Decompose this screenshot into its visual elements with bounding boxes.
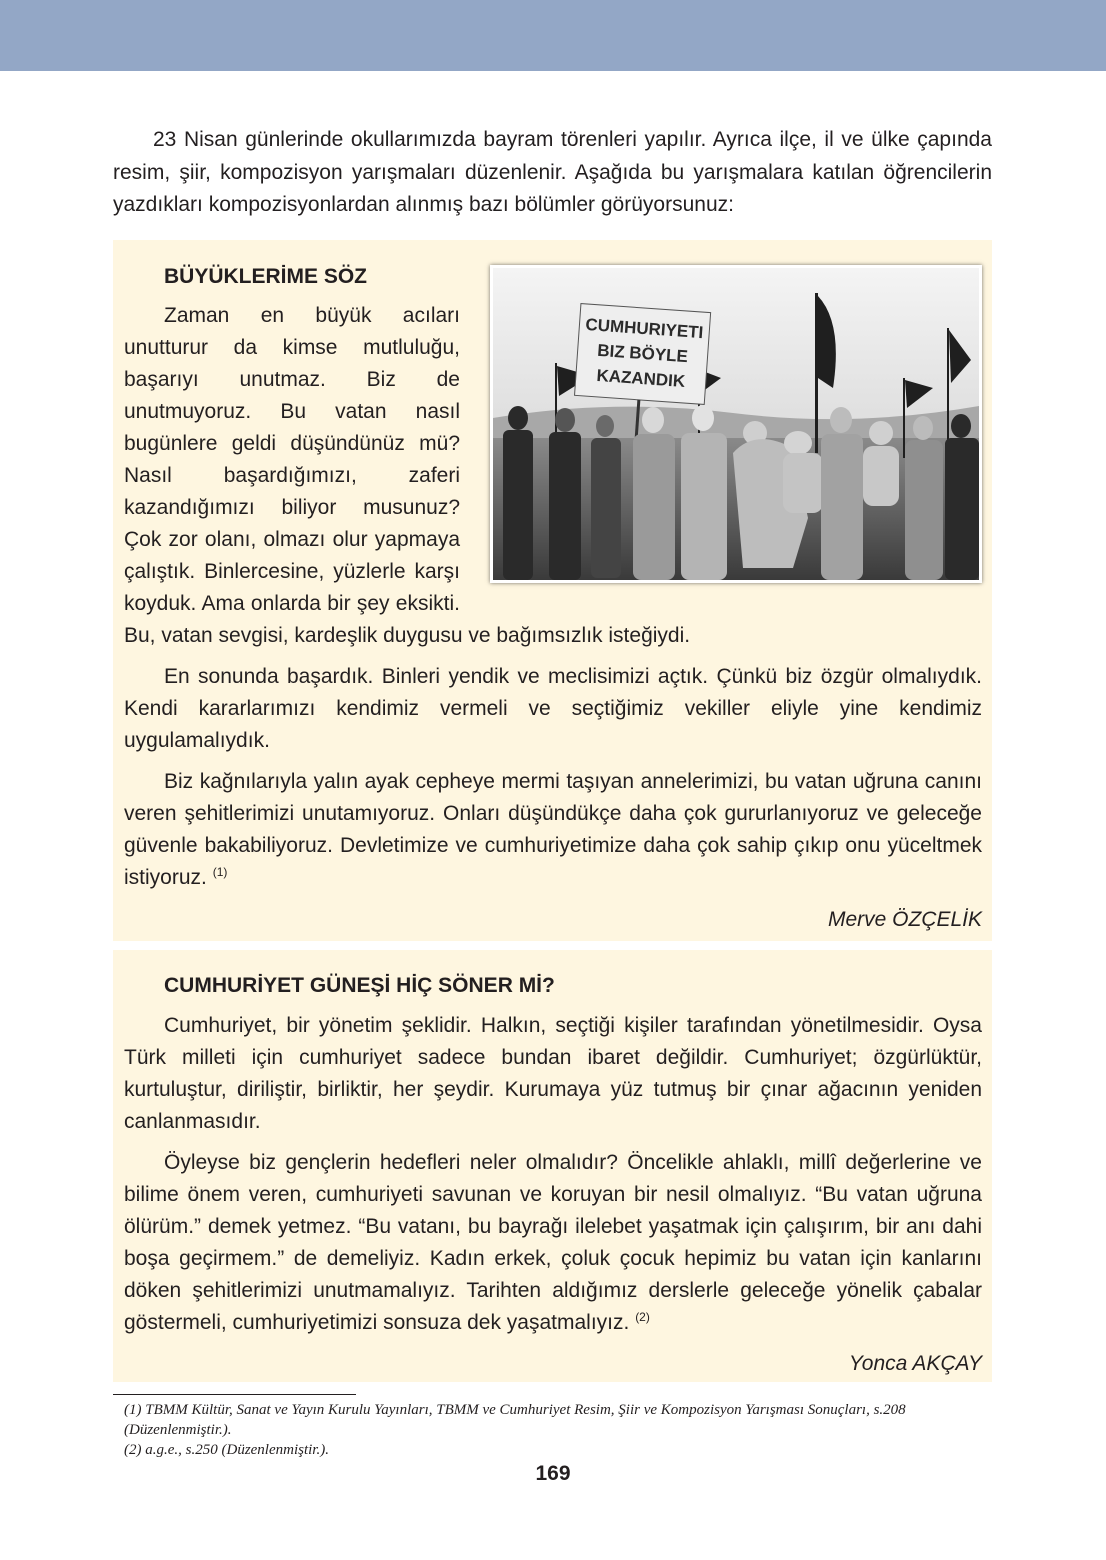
footnotes [124, 1400, 984, 1460]
essay-2-author: Yonca AKÇAY [848, 1352, 982, 1375]
header-band [0, 0, 1106, 71]
essay-1-author: Merve ÖZÇELİK [827, 908, 982, 931]
footnote-divider [113, 1394, 356, 1395]
photo-illustration [493, 268, 979, 580]
page-number: 169 [535, 1462, 571, 1485]
essay-1-paragraph-3 [124, 766, 982, 894]
essay-1-paragraph-1: Zaman en büyük acıları unutturur da kimse mutluluğu, başarıyı unutmaz. Biz de unutmuyoruz. Bu vatan nasıl bugünlere geldi düşündünüz mü? Nasıl başardığımızı, zaferi kazandığımızı biliyor musunuz? Çok zor olanı, olmazı olur yapmaya çalıştık. Binlercesine, yüzlerle karşı koyduk. Ama onlarda bir şey eksikti. Bu, vatan sevgisi, kardeşlik duygusu ve bağımsızlık isteğiydi. [124, 304, 691, 647]
essay-1-paragraph-2: En sonunda başardık. Binleri yendik ve meclisimizi açtık. Çünkü biz özgür olmalıydık. Kendi kararlarımızı kendimiz vermeli ve seçtiğimiz vekiller eliyle yine kendimiz uygulamalıydık. [124, 665, 982, 752]
essay-box-1 [113, 240, 992, 941]
essay-2-paragraph-2-text: Öyleyse biz gençlerin hedefleri neler olmalıdır? Öncelikle ahlaklı, millî değerlerine ve bilime önem veren, cumhuriyeti savunan ve koruyan bir nesil olmalıyız. “Bu vatan uğruna ölürüm.” demek yetmez. “Bu vatanı, bu bayrağı ilelebet yaşatmak için çalışırım, bir anı dahi boşa geçirmem.” de demeliyiz. Kadın erkek, çoluk çocuk hepimiz bu vatan için kanlarını döken şehitlerimizi unutmamalıyız. Tarihten aldığımız derslerle geleceğe yönelik çabalar göstermeli, cumhuriyetimizi sonsuza dek yaşatmalıyız. [124, 1151, 982, 1334]
intro-text: 23 Nisan günlerinde okullarımızda bayram törenleri yapılır. Ayrıca ilçe, il ve ülke çapında resim, şiir, kompozisyon yarışmaları düzenlenir. Aşağıda bu yarışmalara katılan öğrencilerin yazdıkları kompozisyonlardan alınmış bazı bölümler görüyorsunuz: [113, 128, 992, 216]
historical-photo [490, 265, 982, 583]
essay-1-paragraph-3-text: Biz kağnılarıyla yalın ayak cepheye mermi taşıyan annelerimizi, bu vatan uğruna canını veren şehitlerimizi unutamıyoruz. Onları düşündükçe daha çok gururlanıyoruz ve geleceğe güvenle bakabiliyoruz. Devletimize ve cumhuriyetimize daha çok sahip çıkıp onu yüceltmek istiyoruz. [124, 770, 982, 889]
essay-1-body [124, 300, 982, 894]
sign-line-2: BIZ BÖYLE [596, 340, 689, 367]
footnote-1: (1) TBMM Kültür, Sanat ve Yayın Kurulu Yayınları, TBMM ve Cumhuriyet Resim, Şiir ve Kompozisyon Yarışması Sonuçları, s.208 (Düzenlenmiştir.). [124, 1402, 906, 1438]
essay-2-paragraph-1: Cumhuriyet, bir yönetim şeklidir. Halkın, seçtiği kişiler tarafından yönetilmesidir. Oysa Türk milleti için cumhuriyet sadece bundan ibaret değildir. Cumhuriyet; özgürlüktür, kurtuluştur, diriliştir, birliktir, her şeydir. Kurumaya yüz tutmuş bir çınar ağacının yeniden canlanmasıdır. [124, 1014, 982, 1133]
sign-line-1: CUMHURIYETI [584, 314, 704, 343]
essay-box-2 [113, 950, 992, 1382]
essay-2-paragraph-2 [124, 1147, 982, 1339]
essay-1-title: BÜYÜKLERİME SÖZ [164, 265, 368, 288]
footnote-2: (2) a.g.e., s.250 (Düzenlenmiştir.). [124, 1442, 329, 1458]
footnote-ref-1: (1) [212, 865, 228, 879]
sign-line-3: KAZANDIK [595, 365, 686, 391]
intro-paragraph [113, 124, 992, 222]
essay-2-body [124, 1010, 982, 1339]
footnote-ref-2: (2) [635, 1310, 650, 1324]
essay-2-title: CUMHURİYET GÜNEŞİ HİÇ SÖNER Mİ? [164, 974, 555, 997]
